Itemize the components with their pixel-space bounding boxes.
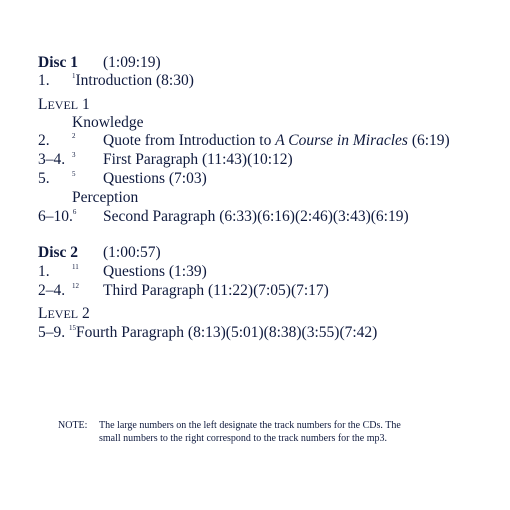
- disc1-track1: [72, 72, 194, 92]
- disc1-title: Disc 1: [38, 54, 79, 71]
- disc2-track2-title: Third Paragraph (11:22)(7:05)(7:17): [103, 282, 329, 299]
- section-knowledge: Knowledge: [72, 114, 144, 131]
- disc2-track1-mp3: 11: [72, 263, 79, 271]
- level-2-heading: LEVEL 2: [38, 305, 90, 322]
- mp3-track-number: 6: [72, 208, 77, 216]
- disc1-duration: (1:09:19): [103, 54, 161, 71]
- disc1-track3-mp3: 3: [72, 151, 76, 159]
- cd-track-number: 5–9.: [38, 324, 66, 341]
- note-label: NOTE:: [58, 420, 88, 431]
- mp3-track-number: 15: [69, 324, 76, 332]
- disc1-track5-mp3: 5: [72, 170, 76, 178]
- disc2-track5-row: [38, 324, 377, 344]
- disc1-track6-number: 6–10.$^6$: [38, 208, 77, 225]
- section-perception: Perception: [72, 189, 139, 206]
- disc1-heading-row: [38, 54, 78, 72]
- disc1-track2-mp3: 2: [72, 132, 76, 140]
- disc2-title: Disc 2: [38, 244, 79, 261]
- track-title: Fourth Paragraph (8:13)(5:01)(8:38)(3:55)(7:42): [76, 324, 378, 341]
- disc2-heading-row: [38, 244, 78, 262]
- disc1-track5-number: 5.: [38, 170, 50, 187]
- disc1-track2-title: Quote from Introduction to A Course in Miracles (6:19): [103, 132, 450, 149]
- disc2-track1-title: Questions (1:39): [103, 263, 207, 280]
- disc1-track1-number: 1.: [38, 72, 50, 89]
- disc1-track3-number: 3–4.: [38, 151, 66, 168]
- disc2-duration: (1:00:57): [103, 244, 161, 261]
- disc2-track2-mp3: 12: [72, 282, 79, 290]
- mp3-track-number: 1: [72, 72, 76, 80]
- track-title: Introduction (8:30): [75, 72, 194, 89]
- disc1-track3-title: First Paragraph (11:43)(10:12): [103, 151, 293, 168]
- disc1-track2-number: 2.: [38, 132, 50, 149]
- level-1-heading: LEVEL 1: [38, 96, 90, 113]
- disc2-track2-number: 2–4.: [38, 282, 66, 299]
- note-line-1: The large numbers on the left designate the track numbers for the CDs. The: [99, 420, 401, 431]
- note-line-2: small numbers to the right correspond to the track numbers for the mp3.: [99, 433, 387, 444]
- disc2-track1-number: 1.: [38, 263, 50, 280]
- disc1-track6-title: Second Paragraph (6:33)(6:16)(2:46)(3:43)(6:19): [103, 208, 409, 225]
- disc1-track5-title: Questions (7:03): [103, 170, 207, 187]
